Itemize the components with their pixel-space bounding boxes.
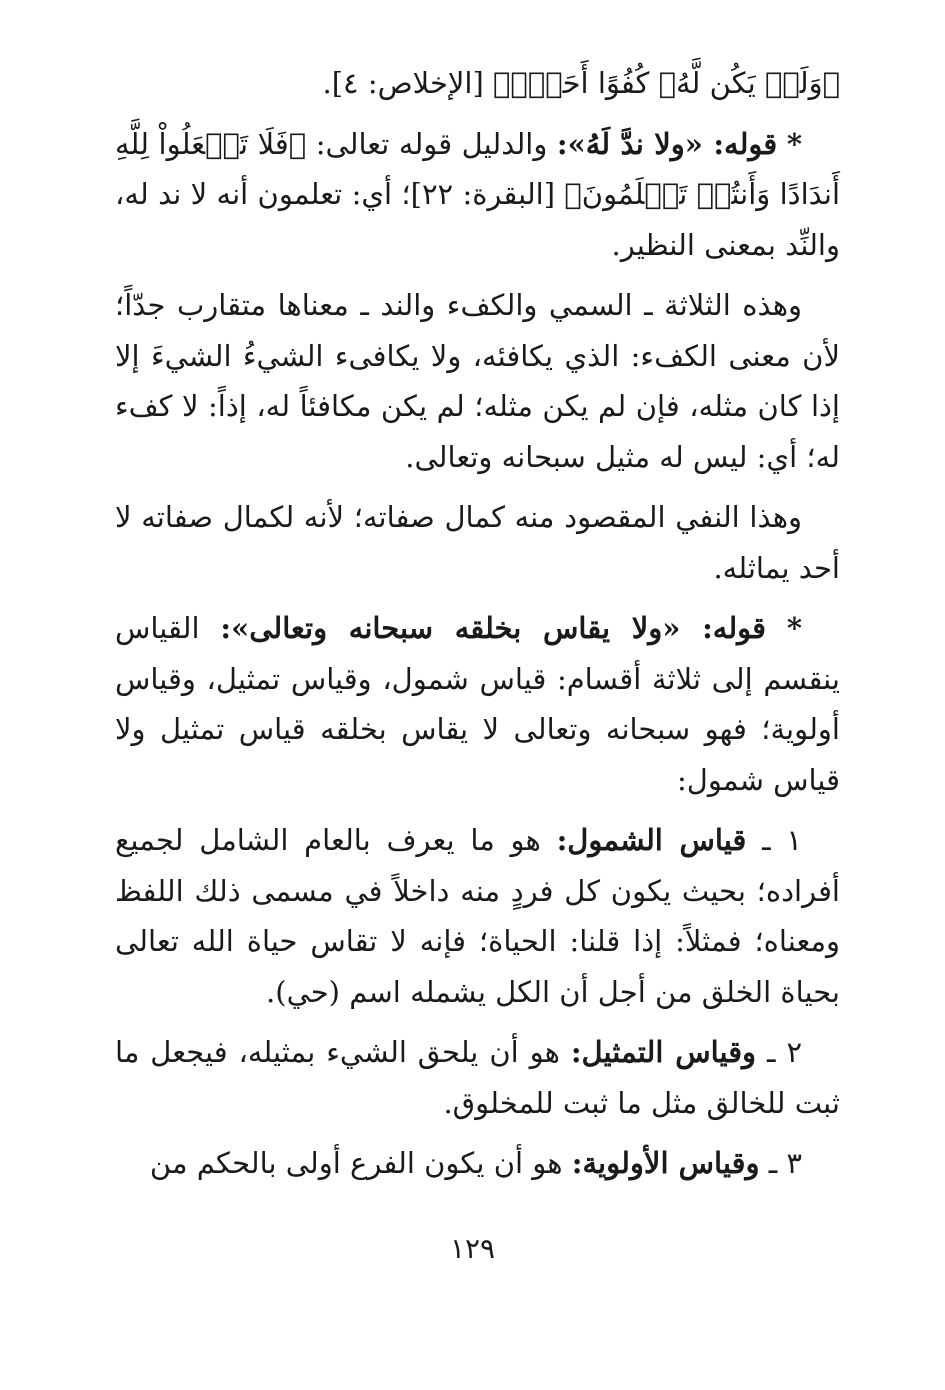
paragraph-text: وهذه الثلاثة ـ السمي والكفء والند ـ معناها متقارب جدّاً؛ لأن معنى الكفء: الذي يكافئه، ولا يكافىء الشيءُ الشيءَ إلا إذا كان مثله، فإن لم يكن مثله؛ لم يكن مكافئاً له، إذاً: لا كفء له؛ أي: ليس له مثيل سبحانه وتعالى.	[115, 288, 840, 474]
paragraph-nidd	[115, 119, 840, 271]
page-number: ١٢٩	[449, 1232, 496, 1265]
paragraph-heading: قياس الشمول:	[556, 823, 747, 857]
list-item-qiyas-tamthil	[115, 1027, 840, 1128]
asterisk-icon: *	[786, 126, 802, 161]
paragraph-text: وهذا النفي المقصود منه كمال صفاته؛ لأنه لكمال صفاته لا أحد يماثله.	[115, 500, 840, 585]
paragraph-text: هو ما يعرف بالعام الشامل لجميع أفراده؛ بحيث يكون كل فردٍ منه داخلاً في مسمى ذلك اللفظ ومعناه؛ فمثلاً: إذا قلنا: الحياة؛ فإنه لا تقاس حياة الله تعالى بحياة الخلق من أجل أن الكل يشمله اسم (حي).	[115, 823, 840, 1009]
list-item-qiyas-awlawiyya	[115, 1138, 840, 1189]
paragraph-text: والدليل قوله تعالى: ﴿فَلَا تَجۡعَلُواْ لِلَّهِ أَندَادًا وَأَنتُمۡ تَعۡلَمُونَ﴾ [البقرة: ٢٢]؛ أي: تعلمون أنه لا ند له، والنِّد بمعنى النظير.	[115, 126, 841, 262]
paragraph-ikhlas-verse	[115, 58, 840, 109]
paragraph-heading: وقياس التمثيل:	[570, 1035, 757, 1069]
list-number: ٢ ـ	[767, 1035, 803, 1069]
paragraph-qiyas	[115, 603, 840, 805]
asterisk-icon: *	[786, 611, 802, 645]
paragraph-heading: وقياس الأولوية:	[571, 1146, 760, 1180]
paragraph-text: القياس ينقسم إلى ثلاثة أقسام: قياس شمول، وقياس تمثيل، وقياس أولوية؛ فهو سبحانه وتعالى لا يقاس بخلقه قياس تمثيل ولا قياس شمول:	[115, 611, 840, 797]
list-number: ٣ ـ	[768, 1146, 802, 1180]
list-item-qiyas-shumul	[115, 815, 840, 1017]
paragraph-text: هو أن يلحق الشيء بمثيله، فيجعل ما ثبت للخالق مثل ما ثبت للمخلوق.	[115, 1035, 840, 1120]
page-body	[115, 58, 840, 1238]
paragraph-negation	[115, 492, 840, 593]
list-number: ١ ـ	[762, 823, 802, 857]
paragraph-heading: قوله: «ولا يقاس بخلقه سبحانه وتعالى»:	[220, 611, 766, 645]
paragraph-text: هو أن يكون الفرع أولى بالحكم من	[149, 1146, 572, 1180]
paragraph-text: ﴿وَلَمۡ يَكُن لَّهُۥ كُفُوًا أَحَدُۢ﴾ [الإخلاص: ٤].	[322, 66, 840, 100]
paragraph-heading: قوله: «ولا ندَّ لَهُ»:	[556, 126, 778, 161]
paragraph-three-terms	[115, 280, 840, 482]
